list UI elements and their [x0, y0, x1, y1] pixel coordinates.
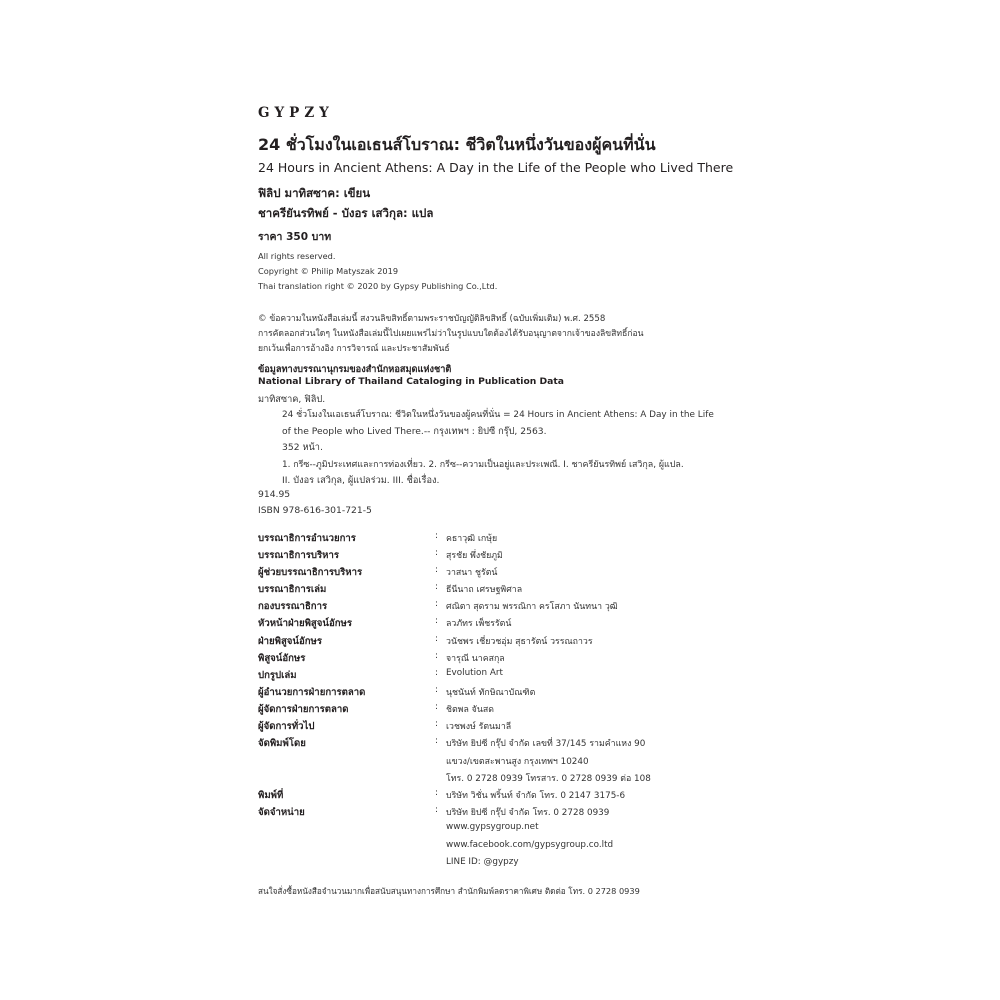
credit-value: วาสนา ชูรัตน์: [446, 568, 498, 578]
rights-line: All rights reserved.: [258, 251, 336, 261]
catalog-classification: 914.95: [258, 489, 291, 500]
credit-colon: :: [435, 805, 439, 815]
catalog-heading-thai: ข้อมูลทางบรรณานุกรมของสำนักหอสมุดแห่งชาติ: [258, 364, 452, 375]
catalog-subjects-line: 1. กรีซ--ภูมิประเทศและการท่องเที่ยว. 2. กรีซ--ความเป็นอยู่และประเพณี. I. ชาครียันรทิพย์ เสวิกุล, ผู้แปล.: [282, 460, 684, 470]
publisher-logo: GYPZY: [258, 105, 334, 121]
price: ราคา 350 บาท: [258, 231, 332, 243]
credit-label: จัดจำหน่าย: [258, 807, 305, 818]
credit-label: ผู้อำนวยการฝ่ายการตลาด: [258, 687, 366, 698]
credit-value: วนัชพร เชี่ยวชอุ่ม สุธารัตน์ วรรณถาวร: [446, 637, 593, 647]
catalog-title-line: 24 ชั่วโมงในเอเธนส์โบราณ: ชีวิตในหนึ่งวันของผู้คนที่นั่น = 24 Hours in Ancient Athens: A Day in the Life: [282, 410, 714, 420]
credit-value: แขวง/เขตสะพานสูง กรุงเทพฯ 10240: [446, 757, 589, 767]
credit-colon: :: [435, 668, 439, 678]
catalog-subjects-line: II. บังอร เสวิกุล, ผู้แปลร่วม. III. ชื่อเรื่อง.: [282, 475, 440, 486]
catalog-heading-english: National Library of Thailand Cataloging in Publication Data: [258, 376, 564, 387]
credit-colon: :: [435, 702, 439, 712]
title-english: 24 Hours in Ancient Athens: A Day in the Life of the People who Lived There: [258, 160, 734, 175]
credit-colon: :: [435, 582, 439, 592]
line-id: LINE ID: @gypzy: [446, 857, 519, 867]
credit-label: ผู้จัดการฝ่ายการตลาด: [258, 704, 349, 715]
rights-line: Thai translation right © 2020 by Gypsy Publishing Co.,Ltd.: [258, 281, 498, 291]
catalog-isbn: ISBN 978-616-301-721-5: [258, 505, 372, 516]
credit-colon: :: [435, 548, 439, 558]
credit-colon: :: [435, 736, 439, 746]
author-credit: ฟิลิป มาทิสซาค: เขียน: [258, 186, 371, 200]
credit-value: ลวภัทร เพ็ชรรัตน์: [446, 619, 512, 629]
credit-colon: :: [435, 634, 439, 644]
catalog-pages: 352 หน้า.: [282, 442, 323, 453]
credit-value: เวชพงษ์ รัตนมาลี: [446, 722, 512, 732]
footer-note: สนใจสั่งซื้อหนังสือจำนวนมากเพื่อสนับสนุนทางการศึกษา สำนักพิมพ์ลดราคาพิเศษ ติดต่อ โทร. 0 2728 0939: [258, 886, 640, 896]
credit-label: บรรณาธิการเล่ม: [258, 584, 327, 595]
credit-value: สุรชัย พึ่งชัยภูมิ: [446, 551, 503, 561]
credit-colon: :: [435, 788, 439, 798]
credit-label: ฝ่ายพิสูจน์อักษร: [258, 636, 323, 647]
catalog-author-entry: มาทิสซาค, ฟิลิป.: [258, 394, 326, 405]
copyright-notice-line: © ข้อความในหนังสือเล่มนี้ สงวนลิขสิทธิ์ตามพระราชบัญญัติลิขสิทธิ์ (ฉบับเพิ่มเติม) พ.ศ. 2558: [258, 314, 606, 324]
credit-label: ผู้ช่วยบรรณาธิการบริหาร: [258, 567, 363, 578]
title-thai: 24 ชั่วโมงในเอเธนส์โบราณ: ชีวิตในหนึ่งวันของผู้คนที่นั่น: [258, 135, 656, 154]
credit-colon: :: [435, 599, 439, 609]
credit-colon: :: [435, 719, 439, 729]
credit-label: บรรณาธิการบริหาร: [258, 550, 339, 561]
catalog-title-line: of the People who Lived There.-- กรุงเทพฯ : ยิปซี กรุ๊ป, 2563.: [282, 426, 547, 437]
credit-label: บรรณาธิการอำนวยการ: [258, 533, 356, 544]
facebook-link[interactable]: www.facebook.com/gypsygroup.co.ltd: [446, 840, 614, 850]
copyright-notice-line: ยกเว้นเพื่อการอ้างอิง การวิจารณ์ และประชาสัมพันธ์: [258, 344, 450, 354]
credit-label: หัวหน้าฝ่ายพิสูจน์อักษร: [258, 618, 353, 629]
credit-value: ชิตพล จันสด: [446, 705, 494, 715]
rights-line: Copyright © Philip Matyszak 2019: [258, 266, 399, 276]
credit-value: Evolution Art: [446, 668, 503, 678]
credit-colon: :: [435, 685, 439, 695]
copyright-notice-line: การคัดลอกส่วนใดๆ ในหนังสือเล่มนี้ไปเผยแพร่ไม่ว่าในรูปแบบใดต้องได้รับอนุญาตจากเจ้าของลิขสิทธิ์ก่อน: [258, 329, 644, 339]
credit-colon: :: [435, 531, 439, 541]
credit-label: ผู้จัดการทั่วไป: [258, 721, 315, 732]
credit-value: บริษัท วิชั่น พริ้นท์ จำกัด โทร. 0 2147 3175-6: [446, 791, 626, 801]
credit-value: จารุณี นาคสกุล: [446, 654, 505, 664]
credit-value: บริษัท ยิปซี กรุ๊ป จำกัด เลขที่ 37/145 รามคำแหง 90: [446, 739, 646, 749]
credit-label: พิมพ์ที่: [258, 790, 284, 801]
credit-value: ธีนีนาถ เศรษฐพิศาล: [446, 585, 523, 595]
credit-colon: :: [435, 651, 439, 661]
credit-label: พิสูจน์อักษร: [258, 653, 306, 664]
credit-label: ปกรูปเล่ม: [258, 670, 297, 681]
credit-label: จัดพิมพ์โดย: [258, 738, 306, 749]
credit-value: คธาวุฒิ เกษุ้ย: [446, 534, 498, 544]
credit-value: ศณิตา สุดราม พรรณิกา ครโสภา นันทนา วุฒิ: [446, 602, 618, 612]
credit-colon: :: [435, 565, 439, 575]
credit-value: บริษัท ยิปซี กรุ๊ป จำกัด โทร. 0 2728 0939: [446, 808, 610, 818]
credit-label: กองบรรณาธิการ: [258, 601, 328, 612]
credit-value: นุชนันท์ ทักษิณาบัณฑิต: [446, 688, 536, 698]
credit-colon: :: [435, 616, 439, 626]
translator-credit: ชาครียันรทิพย์ - บังอร เสวิกุล: แปล: [258, 206, 434, 220]
website-link[interactable]: www.gypsygroup.net: [446, 822, 539, 832]
credit-value: โทร. 0 2728 0939 โทรสาร. 0 2728 0939 ต่อ 108: [446, 774, 651, 784]
